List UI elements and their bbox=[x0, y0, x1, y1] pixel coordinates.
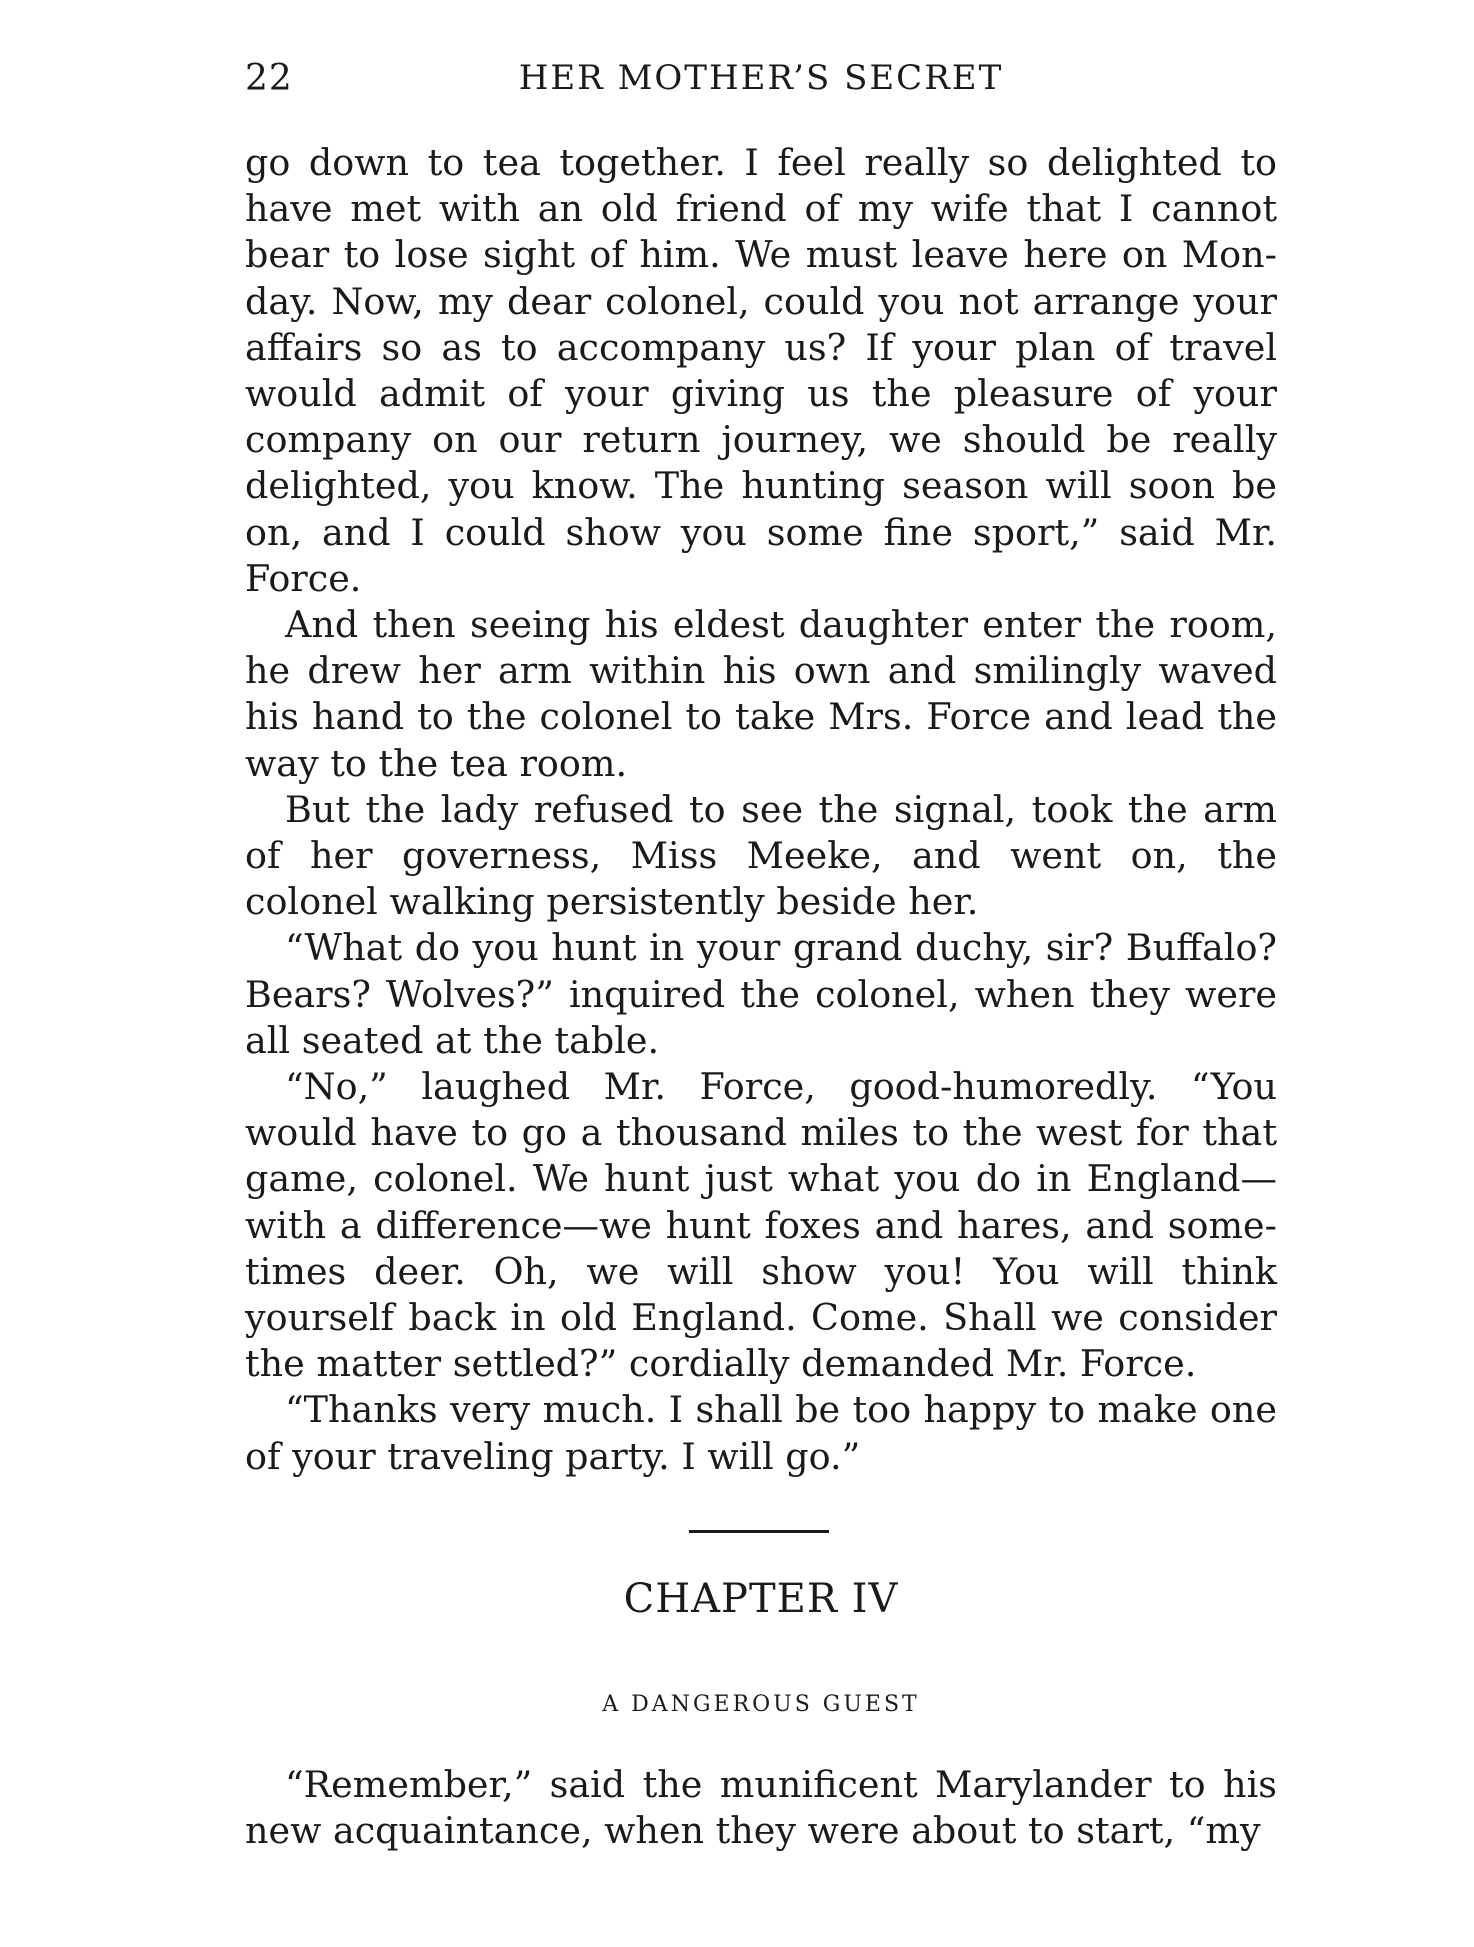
running-head bbox=[245, 58, 1277, 108]
running-title: HER MOTHER’S SECRET bbox=[518, 58, 1004, 98]
paragraph: “What do you hunt in your grand duchy, sir? Buffalo? Bears? Wolves?” inquired the colonel, when they were all seated at the table. bbox=[245, 926, 1277, 1062]
section-divider-rule bbox=[689, 1530, 829, 1533]
paragraph: And then seeing his eldest daughter enter the room, he drew her arm within his own and smilingly waved his hand to the colonel to take Mrs. Force and lead the way to the tea room. bbox=[245, 603, 1277, 785]
chapter-heading: CHAPTER IV bbox=[623, 1576, 899, 1622]
page-number: 22 bbox=[245, 58, 293, 99]
paragraph-continuation: go down to tea together. I feel really so delighted to have met with an old friend of my wife that I cannot bear to lose sight of him. We must leave here on Monday. Now, my dear colonel, could you not arrange your affairs so as to accompany us? If your plan of travel would admit of your giving us the pleasure of your company on our return journey, we should be really delighted, you know. The hunting season will soon be on, and I could show you some fine sport,” said Mr. Force. bbox=[245, 141, 1277, 600]
chapter-subtitle: A DANGEROUS GUEST bbox=[602, 1692, 920, 1717]
paragraph: But the lady refused to see the signal, took the arm of her governess, Miss Meeke, and went on, the colonel walking persistently beside her. bbox=[245, 787, 1277, 924]
paragraph: “No,” laughed Mr. Force, good-humoredly. “You would have to go a thousand miles to the west for that game, colonel. We hunt just what you do in England—with a difference—we hunt foxes and hares, and sometimes deer. Oh, we will show you! You will think yourself back in old England. Come. Shall we consider the matter settled?” cordially demanded Mr. Force. bbox=[245, 1065, 1277, 1386]
chapter-opening-text bbox=[245, 1762, 1277, 1854]
paragraph: “Thanks very much. I shall be too happy to make one of your traveling party. I will go.” bbox=[245, 1388, 1277, 1478]
body-text bbox=[245, 140, 1277, 1480]
chapter-opening-paragraph: “Remember,” said the munificent Marylander to his new acquaintance, when they were about to start, “my bbox=[245, 1763, 1277, 1853]
